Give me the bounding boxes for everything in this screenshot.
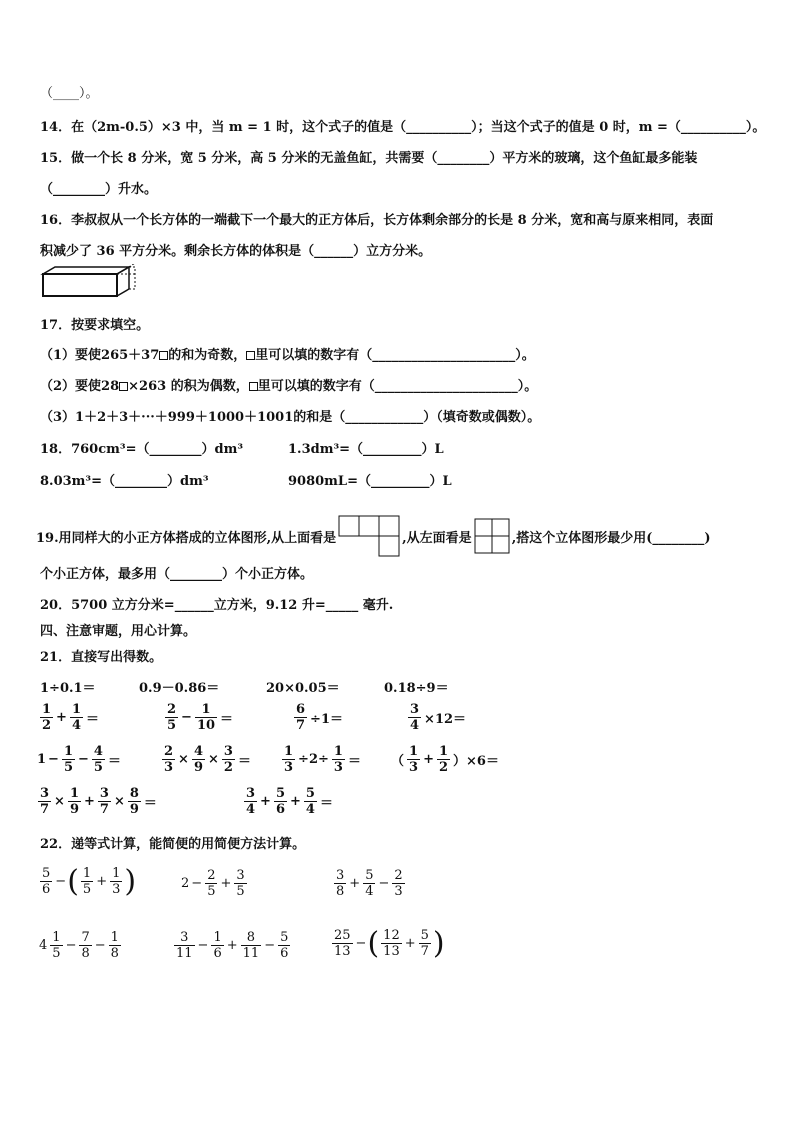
q20: 20．5700 立方分米=______立方米，9.12 升=_____ 毫升.	[40, 598, 394, 613]
denominator: 3	[394, 884, 403, 899]
numerator: 1	[69, 786, 79, 801]
denominator: 6	[280, 946, 289, 961]
q21-r2-c3	[292, 702, 344, 733]
numerator: 5	[420, 928, 429, 943]
q22-r1-c2	[180, 868, 249, 899]
fraction	[40, 866, 52, 897]
numerator: 3	[99, 786, 109, 801]
numerator: 12	[383, 928, 400, 943]
math-symbol: ＝	[347, 754, 361, 769]
denominator: 13	[334, 944, 351, 959]
q17-part1: （1）要使265＋37 的和为奇数， 里可以填的数字有（______________________）。	[40, 348, 535, 363]
numerator: 1	[333, 744, 343, 759]
denominator: 3	[409, 760, 419, 775]
q22-r2-c3	[330, 925, 445, 961]
q21-r3-c3	[280, 744, 362, 775]
fraction	[92, 744, 105, 775]
math-symbol: +	[423, 752, 434, 767]
q21-r3-c2	[160, 744, 252, 775]
numerator: 1	[213, 930, 222, 945]
fraction	[128, 786, 141, 817]
numerator: 1	[284, 744, 294, 759]
math-symbol: −	[65, 938, 77, 953]
denominator: 5	[167, 718, 177, 733]
fraction	[195, 702, 217, 733]
denominator: 6	[42, 882, 51, 897]
q21-r2-c2	[163, 702, 234, 733]
denominator: 5	[63, 760, 73, 775]
q15-line1: 15．做一个长 8 分米，宽 5 分米，高 5 分米的无盖鱼缸，共需要（________）平方米的玻璃，这个鱼缸最多能装	[40, 151, 698, 166]
math-symbol: −	[94, 938, 106, 953]
fraction	[98, 786, 111, 817]
math-symbol: ×	[178, 752, 189, 767]
q19-line2: 个小正方体，最多用（________）个小正方体。	[40, 567, 314, 582]
fraction	[110, 866, 122, 897]
math-symbol: ÷1＝	[310, 712, 344, 727]
denominator: 3	[112, 882, 121, 897]
numerator: 7	[81, 930, 90, 945]
fraction	[304, 786, 317, 817]
blank-square-icon	[246, 351, 255, 360]
math-symbol: （	[391, 754, 405, 769]
numerator: 4	[93, 744, 103, 759]
math-symbol: −	[378, 876, 390, 891]
math-symbol: 4	[39, 938, 48, 953]
denominator: 9	[193, 760, 203, 775]
fraction	[79, 930, 91, 961]
numerator: 8	[129, 786, 139, 801]
numerator: 25	[334, 928, 351, 943]
denominator: 10	[196, 718, 216, 733]
q18-b: 1.3dm³=（_________）L	[288, 442, 444, 457]
denominator: 7	[40, 802, 50, 817]
q21-r2-c4	[406, 702, 467, 733]
fraction	[68, 786, 81, 817]
math-symbol: ×	[54, 794, 65, 809]
denominator: 7	[296, 718, 306, 733]
denominator: 4	[305, 802, 315, 817]
fraction	[81, 866, 93, 897]
denominator: 5	[93, 760, 103, 775]
math-symbol: ÷2÷	[298, 752, 329, 767]
q22: 22．递等式计算，能简便的用简便方法计算。	[40, 837, 306, 852]
fraction	[40, 702, 53, 733]
q17: 17．按要求填空。	[40, 318, 150, 333]
fraction	[162, 744, 175, 775]
math-symbol: −	[55, 874, 67, 889]
fraction	[234, 868, 246, 899]
math-symbol: −	[264, 938, 276, 953]
denominator: 13	[383, 944, 400, 959]
fraction	[38, 786, 51, 817]
numerator: 5	[42, 866, 51, 881]
denominator: 11	[176, 946, 193, 961]
numerator: 1	[42, 702, 52, 717]
denominator: 4	[410, 718, 420, 733]
denominator: 6	[275, 802, 285, 817]
math-symbol: ＝	[319, 796, 333, 811]
fraction	[165, 702, 178, 733]
denominator: 11	[242, 946, 260, 961]
math-symbol: ）×6＝	[453, 754, 499, 769]
fraction	[62, 744, 75, 775]
math-symbol: ＝	[237, 754, 251, 769]
math-symbol: +	[290, 794, 301, 809]
math-symbol: ＝	[107, 754, 121, 769]
fraction	[282, 744, 295, 775]
q18-a: 18．760cm³=（________）dm³	[40, 442, 244, 457]
math-symbol: ×12＝	[424, 712, 467, 727]
q21-r2-c1	[38, 702, 100, 733]
math-symbol: )	[432, 925, 445, 961]
q21-r3-c1	[36, 744, 122, 775]
denominator: 3	[333, 760, 343, 775]
fraction	[334, 868, 346, 899]
math-symbol: −	[181, 710, 192, 725]
numerator: 1	[438, 744, 449, 759]
denominator: 3	[164, 760, 174, 775]
q22-r1-c1	[38, 863, 137, 899]
math-symbol: ＝	[220, 712, 234, 727]
denominator: 5	[236, 884, 245, 899]
fraction	[241, 930, 262, 961]
q21-r1-c3: 20×0.05＝	[266, 681, 340, 696]
math-symbol: +	[96, 874, 108, 889]
fraction	[437, 744, 450, 775]
math-symbol: +	[84, 794, 95, 809]
numerator: 1	[52, 930, 61, 945]
numerator: 1	[110, 930, 119, 945]
fraction	[109, 930, 121, 961]
blank-square-icon	[249, 382, 258, 391]
fraction	[274, 786, 287, 817]
math-symbol: −	[355, 936, 367, 951]
q21-r4-c1	[36, 786, 158, 817]
math-symbol: −	[197, 938, 209, 953]
math-symbol: ×	[113, 794, 125, 809]
numerator: 3	[236, 868, 245, 883]
denominator: 8	[336, 884, 345, 899]
math-symbol: +	[226, 938, 238, 953]
numerator: 2	[394, 868, 403, 883]
denominator: 2	[223, 760, 233, 775]
fraction	[381, 928, 402, 959]
q16-line2: 积减少了 36 平方分米。剩余长方体的体积是（______）立方分米。	[40, 244, 432, 259]
q21-r1-c4: 0.18÷9＝	[384, 681, 449, 696]
denominator: 3	[284, 760, 294, 775]
numerator: 1	[71, 702, 81, 717]
fraction	[294, 702, 307, 733]
numerator: 4	[193, 744, 203, 759]
fraction	[363, 868, 375, 899]
q13-tail: （____）。	[40, 86, 99, 101]
numerator: 3	[180, 930, 189, 945]
numerator: 3	[40, 786, 50, 801]
fraction	[205, 868, 217, 899]
q21-r4-c2	[242, 786, 334, 817]
numerator: 5	[275, 786, 285, 801]
math-symbol: ＝	[143, 796, 157, 811]
numerator: 5	[365, 868, 374, 883]
fraction	[222, 744, 235, 775]
denominator: 7	[99, 802, 109, 817]
denominator: 4	[246, 802, 256, 817]
numerator: 1	[409, 744, 419, 759]
left-view-figure	[474, 518, 510, 554]
denominator: 2	[42, 718, 52, 733]
numerator: 1	[63, 744, 73, 759]
denominator: 9	[129, 802, 139, 817]
q16-line1: 16．李叔叔从一个长方体的一端截下一个最大的正方体后，长方体剩余部分的长是 8 分米，宽和高与原来相同，表面	[40, 213, 714, 228]
denominator: 5	[207, 884, 216, 899]
math-symbol: −	[48, 752, 59, 767]
fraction	[192, 744, 205, 775]
q21-r1-c1: 1÷0.1＝	[40, 681, 96, 696]
math-symbol: (	[367, 925, 380, 961]
numerator: 6	[296, 702, 306, 717]
q17-part2: （2）要使28 ×263 的积为偶数， 里可以填的数字有（______________________）。	[40, 379, 538, 394]
math-symbol: +	[56, 710, 67, 725]
math-symbol: +	[260, 794, 271, 809]
cuboid-figure	[40, 264, 140, 300]
numerator: 3	[223, 744, 233, 759]
fraction	[392, 868, 404, 899]
denominator: 8	[110, 946, 119, 961]
q14: 14．在（2m-0.5）×3 中，当 m = 1 时，这个式子的值是（__________）；当这个式子的值是 0 时，m =（__________）。	[40, 120, 766, 135]
q17-part3: （3）1＋2＋3＋···＋999＋1000＋1001的和是（____________）（填奇数或偶数）。	[40, 410, 541, 425]
math-symbol: +	[404, 936, 416, 951]
numerator: 3	[410, 702, 420, 717]
denominator: 5	[82, 882, 92, 897]
numerator: 5	[280, 930, 289, 945]
denominator: 2	[438, 760, 449, 775]
numerator: 2	[167, 702, 177, 717]
section-4-title: 四、注意审题，用心计算。	[40, 624, 197, 639]
math-symbol: )	[124, 863, 137, 899]
numerator: 1	[82, 866, 92, 881]
q19-line1: 19.用同样大的小正方体搭成的立体图形,从上面看是 ,从左面看是 ,搭这个立体图形最少用(________)	[36, 515, 711, 557]
q22-r1-c3	[332, 868, 407, 899]
fraction	[174, 930, 195, 961]
denominator: 7	[420, 944, 429, 959]
numerator: 8	[246, 930, 256, 945]
math-symbol: +	[349, 876, 361, 891]
q15-line2: （________）升水。	[40, 182, 158, 197]
blank-square-icon	[159, 351, 168, 360]
denominator: 4	[365, 884, 374, 899]
fraction	[211, 930, 223, 961]
denominator: 8	[81, 946, 90, 961]
math-symbol: 2	[181, 876, 190, 891]
denominator: 4	[71, 718, 81, 733]
q21-r3-c4	[390, 744, 500, 775]
fraction	[419, 928, 431, 959]
top-view-figure	[338, 515, 400, 557]
denominator: 6	[213, 946, 222, 961]
q18-c: 8.03m³=（________）dm³	[40, 474, 209, 489]
math-symbol: ＝	[86, 712, 100, 727]
math-symbol: −	[191, 876, 203, 891]
fraction	[408, 702, 421, 733]
numerator: 1	[201, 702, 211, 717]
numerator: 5	[305, 786, 315, 801]
q18-d: 9080mL=（_________）L	[288, 474, 452, 489]
fraction	[70, 702, 83, 733]
q21-r1-c2: 0.9－0.86＝	[139, 681, 220, 696]
fraction	[50, 930, 62, 961]
numerator: 3	[336, 868, 345, 883]
q22-r2-c2	[172, 930, 292, 961]
q21: 21．直接写出得数。	[40, 650, 163, 665]
fraction	[332, 744, 345, 775]
blank-square-icon	[119, 382, 128, 391]
fraction	[244, 786, 257, 817]
numerator: 2	[164, 744, 174, 759]
numerator: 2	[207, 868, 216, 883]
numerator: 3	[246, 786, 256, 801]
math-symbol: ×	[208, 752, 219, 767]
denominator: 5	[52, 946, 61, 961]
math-symbol: −	[78, 752, 89, 767]
math-symbol: 1	[37, 752, 47, 767]
denominator: 9	[69, 802, 79, 817]
math-symbol: +	[220, 876, 232, 891]
fraction	[278, 930, 290, 961]
numerator: 1	[112, 866, 121, 881]
math-symbol: (	[67, 863, 79, 899]
fraction	[332, 928, 353, 959]
q22-r2-c1	[38, 930, 123, 961]
fraction	[407, 744, 420, 775]
